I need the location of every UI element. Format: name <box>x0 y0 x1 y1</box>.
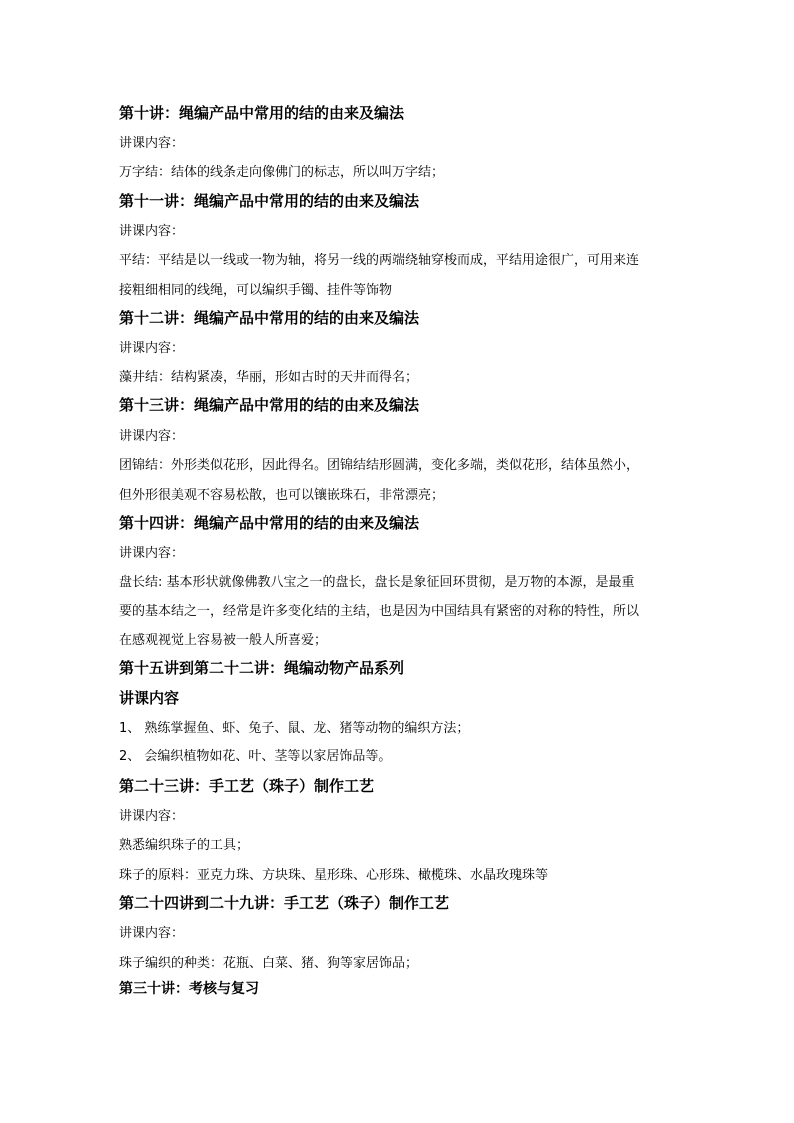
list-item: 2、 会编织植物如花、叶、茎等以家居饰品等。 <box>119 749 392 764</box>
lecture-30-heading: 第三十讲：考核与复习 <box>119 981 259 997</box>
lecture-content-label: 讲课内容： <box>119 546 185 561</box>
body-text: 团锦结：外形类似花形，因此得名。团锦结结形圆满，变化多端，类似花形，结体虽然小， <box>119 458 640 473</box>
lecture-23-heading: 第二十三讲：手工艺（珠子）制作工艺 <box>119 777 375 795</box>
lecture-14-heading: 第十四讲：绳编产品中常用的结的由来及编法 <box>119 514 420 532</box>
list-item: 1、 熟练掌握鱼、虾、兔子、鼠、龙、猪等动物的编织方法； <box>119 721 470 736</box>
body-text: 珠子的原料：亚克力珠、方块珠、星形珠、心形珠、橄榄珠、水晶玫瑰珠等 <box>119 868 549 883</box>
lecture-15-22-heading: 第十五讲到第二十二讲：绳编动物产品系列 <box>119 659 405 677</box>
body-text: 熟悉编织珠子的工具； <box>119 838 250 853</box>
lecture-content-label: 讲课内容 <box>119 689 180 707</box>
lecture-10-heading: 第十讲：绳编产品中常用的结的由来及编法 <box>119 104 405 122</box>
lecture-24-29-heading: 第二十四讲到二十九讲：手工艺（珠子）制作工艺 <box>119 894 450 912</box>
body-text: 接粗细相同的线绳，可以编织手镯、挂件等饰物 <box>119 283 393 298</box>
lecture-content-label: 讲课内容： <box>119 926 185 941</box>
body-text: 盘长结: 基本形状就像佛教八宝之一的盘长，盘长是象征回环贯彻，是万物的本源，是最重 <box>119 575 635 590</box>
lecture-content-label: 讲课内容： <box>119 341 185 356</box>
lecture-11-heading: 第十一讲：绳编产品中常用的结的由来及编法 <box>119 192 420 210</box>
lecture-content-label: 讲课内容： <box>119 224 185 239</box>
body-text: 藻井结：结构紧凑，华丽，形如古时的天井而得名； <box>119 370 419 385</box>
body-text: 珠子编织的种类：花瓶、白菜、猪、狗等家居饰品； <box>119 956 419 971</box>
body-text: 万字结：结体的线条走向像佛门的标志，所以叫万字结； <box>119 165 445 180</box>
lecture-13-heading: 第十三讲：绳编产品中常用的结的由来及编法 <box>119 396 420 414</box>
body-text: 在感观视觉上容易被一般人所喜爱； <box>119 633 328 648</box>
lecture-content-label: 讲课内容： <box>119 429 185 444</box>
lecture-content-label: 讲课内容： <box>119 809 185 824</box>
lecture-content-label: 讲课内容： <box>119 136 185 151</box>
body-text: 但外形很美观不容易松散，也可以镶嵌珠石，非常漂亮； <box>119 488 445 503</box>
body-text: 要的基本结之一，经常是许多变化结的主结，也是因为中国结具有紧密的对称的特性，所以 <box>119 604 640 619</box>
body-text: 平结：平结是以一线或一物为轴，将另一线的两端绕轴穿梭而成，平结用途很广，可用来连 <box>119 253 640 268</box>
lecture-12-heading: 第十二讲：绳编产品中常用的结的由来及编法 <box>119 309 420 327</box>
